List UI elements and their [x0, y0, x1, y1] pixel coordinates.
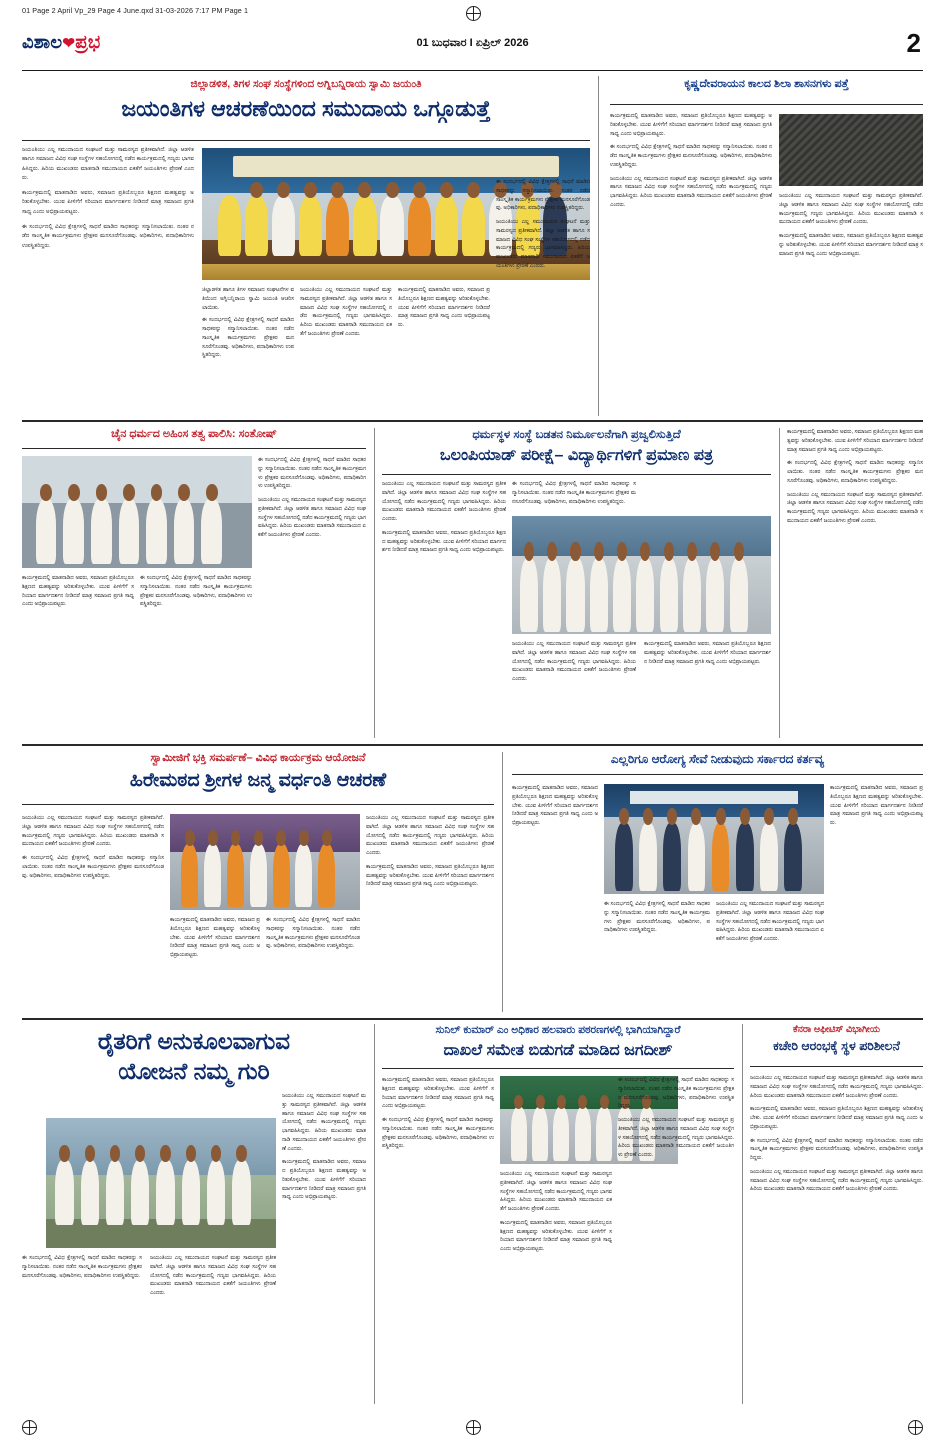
story-olympiad-col-3: [644, 640, 771, 738]
body-paragraph: ಈ ಸಂದರ್ಭದಲ್ಲಿ ವಿವಿಧ ಕ್ಷೇತ್ರಗಳಲ್ಲಿ ಸಾಧನೆ ಮಾಡಿದ ಸಾಧಕರನ್ನು ಸನ್ಮಾನಿಸಲಾಯಿತು. ನಂತರ ನಡೆದ ಸಾಂಸ್ಕೃತಿಕ ಕಾರ್ಯಕ್ರಮಗಳು ಪ್ರೇಕ್ಷಕರ ಮನಸೂರೆಗೊಂಡವು. ಅಧಿಕಾರಿಗಳು, ಪದಾಧಿಕಾರಿಗಳು ಉಪಸ್ಥಿತರಿದ್ದರು.: [266, 917, 360, 950]
column-rule: [742, 1024, 743, 1404]
story-arogya-col-4: [830, 784, 923, 1012]
body-paragraph: ಈ ಸಂದರ್ಭದಲ್ಲಿ ವಿವಿಧ ಕ್ಷೇತ್ರಗಳಲ್ಲಿ ಸಾಧನೆ ಮಾಡಿದ ಸಾಧಕರನ್ನು ಸನ್ಮಾನಿಸಲಾಯಿತು. ನಂತರ ನಡೆದ ಸಾಂಸ್ಕೃತಿಕ ಕಾರ್ಯಕ್ರಮಗಳು ಪ್ರೇಕ್ಷಕರ ಮನಸೂರೆಗೊಂಡವು. ಅಧಿಕಾರಿಗಳು, ಪದಾಧಿಕಾರಿಗಳು ಉಪಸ್ಥಿತರಿದ್ದರು.: [140, 575, 252, 608]
column-rule: [374, 1024, 375, 1404]
dateline: 01 ಬುಧವಾರ I ಏಪ್ರಿಲ್ 2026: [416, 37, 529, 49]
body-paragraph: ಕಾರ್ಯಕ್ರಮದಲ್ಲಿ ಮಾತನಾಡಿದ ಅವರು, ಸಮಾಜದ ಪ್ರತಿಯೊಬ್ಬರೂ ಶಿಕ್ಷಣದ ಮಹತ್ವವನ್ನು ಅರಿತುಕೊಳ್ಳಬೇಕು. ಯುವ ಪೀಳಿಗೆಗೆ ಸರಿಯಾದ ಮಾರ್ಗದರ್ಶನ ನೀಡಿದರೆ ಮಾತ್ರ ಸಮಾಜದ ಪ್ರಗತಿ ಸಾಧ್ಯ ಎಂದು ಅಭಿಪ್ರಾಯಪಟ್ಟರು.: [398, 287, 490, 328]
body-paragraph: ಈ ಸಂದರ್ಭದಲ್ಲಿ ವಿವಿಧ ಕ್ಷೇತ್ರಗಳಲ್ಲಿ ಸಾಧನೆ ಮಾಡಿದ ಸಾಧಕರನ್ನು ಸನ್ಮಾನಿಸಲಾಯಿತು. ನಂತರ ನಡೆದ ಸಾಂಸ್ಕೃತಿಕ ಕಾರ್ಯಕ್ರಮಗಳು ಪ್ರೇಕ್ಷಕರ ಮನಸೂರೆಗೊಂಡವು. ಅಧಿಕಾರಿಗಳು, ಪದಾಧಿಕಾರಿಗಳು ಉಪಸ್ಥಿತರಿದ್ದರು.: [604, 901, 710, 934]
body-paragraph: ಕಾರ್ಯಕ್ರಮದಲ್ಲಿ ಮಾತನಾಡಿದ ಅವರು, ಸಮಾಜದ ಪ್ರತಿಯೊಬ್ಬರೂ ಶಿಕ್ಷಣದ ಮಹತ್ವವನ್ನು ಅರಿತುಕೊಳ್ಳಬೇಕು. ಯುವ ಪೀಳಿಗೆಗೆ ಸರಿಯಾದ ಮಾರ್ಗದರ್ಶನ ನೀಡಿದರೆ ಮಾತ್ರ ಸಮಾಜದ ಪ್ರಗತಿ ಸಾಧ್ಯ ಎಂದು ಅಭಿಪ್ರಾಯಪಟ್ಟರು.: [779, 233, 923, 257]
body-paragraph: ಜಯಂತಿಯು ಎಲ್ಲ ಸಮುದಾಯದ ಸಂಘಟನೆ ಮತ್ತು ಸಾಮರಸ್ಯದ ಪ್ರತೀಕವಾಗಿದೆ. ಜಿಲ್ಲಾ ಆಡಳಿತ ಹಾಗೂ ಸಮಾಜದ ವಿವಿಧ ಸಂಘ ಸಂಸ್ಥೆಗಳ ಸಹಯೋಗದಲ್ಲಿ ನಡೆದ ಕಾರ್ಯಕ್ರಮದಲ್ಲಿ ಗಣ್ಯರು ಭಾಗವಹಿಸಿದ್ದರು. ಹಿರಿಯ ಮುಖಂಡರು ಮಾತನಾಡಿ ಸಮುದಾಯದ ಏಕತೆಗೆ ಜಯಂತಿಗಳು ಪ್ರೇರಣೆ ಎಂದರು.: [779, 193, 923, 226]
story-raitharige-col-right: [282, 1092, 366, 1404]
story-shila-col-1: [610, 112, 772, 412]
body-paragraph: ಈ ಸಂದರ್ಭದಲ್ಲಿ ವಿವಿಧ ಕ್ಷೇತ್ರಗಳಲ್ಲಿ ಸಾಧನೆ ಮಾಡಿದ ಸಾಧಕರನ್ನು ಸನ್ಮಾನಿಸಲಾಯಿತು. ನಂತರ ನಡೆದ ಸಾಂಸ್ಕೃತಿಕ ಕಾರ್ಯಕ್ರಮಗಳು ಪ್ರೇಕ್ಷಕರ ಮನಸೂರೆಗೊಂಡವು. ಅಧಿಕಾರಿಗಳು, ಪದಾಧಿಕಾರಿಗಳು ಉಪಸ್ಥಿತರಿದ್ದರು.: [512, 481, 636, 505]
story-hiremath-col-2: [170, 916, 260, 1012]
story-jagadish-headline: ದಾಖಲೆ ಸಮೇತ ಬಿಡುಗಡೆ ಮಾಡಿದ ಜಗದೀಶ್: [443, 1042, 673, 1060]
body-paragraph: ಈ ಸಂದರ್ಭದಲ್ಲಿ ವಿವಿಧ ಕ್ಷೇತ್ರಗಳಲ್ಲಿ ಸಾಧನೆ ಮಾಡಿದ ಸಾಧಕರನ್ನು ಸನ್ಮಾನಿಸಲಾಯಿತು. ನಂತರ ನಡೆದ ಸಾಂಸ್ಕೃತಿಕ ಕಾರ್ಯಕ್ರಮಗಳು ಪ್ರೇಕ್ಷಕರ ಮನಸೂರೆಗೊಂಡವು. ಅಧಿಕಾರಿಗಳು, ಪದಾಧಿಕಾರಿಗಳು ಉಪಸ್ಥಿತರಿದ್ದರು.: [750, 1137, 923, 1161]
body-paragraph: ಈ ಸಂದರ್ಭದಲ್ಲಿ ವಿವಿಧ ಕ್ಷೇತ್ರಗಳಲ್ಲಿ ಸಾಧನೆ ಮಾಡಿದ ಸಾಧಕರನ್ನು ಸನ್ಮಾನಿಸಲಾಯಿತು. ನಂತರ ನಡೆದ ಸಾಂಸ್ಕೃತಿಕ ಕಾರ್ಯಕ್ರಮಗಳು ಪ್ರೇಕ್ಷಕರ ಮನಸೂರೆಗೊಂಡವು. ಅಧಿಕಾರಿಗಳು, ಪದಾಧಿಕಾರಿಗಳು ಉಪಸ್ಥಿತರಿದ್ದರು.: [610, 144, 772, 168]
story-shila-col-2: [779, 192, 923, 412]
story-jain-col-2: [140, 574, 252, 738]
heart-icon: ❤: [62, 35, 76, 52]
body-paragraph: ಕಾರ್ಯಕ್ರಮದಲ್ಲಿ ಮಾತನಾಡಿದ ಅವರು, ಸಮಾಜದ ಪ್ರತಿಯೊಬ್ಬರೂ ಶಿಕ್ಷಣದ ಮಹತ್ವವನ್ನು ಅರಿತುಕೊಳ್ಳಬೇಕು. ಯುವ ಪೀಳಿಗೆಗೆ ಸರಿಯಾದ ಮಾರ್ಗದರ್ಶನ ನೀಡಿದರೆ ಮಾತ್ರ ಸಮಾಜದ ಪ್ರಗತಿ ಸಾಧ್ಯ ಎಂದು ಅಭಿಪ್ರಾಯಪಟ್ಟರು.: [170, 917, 260, 958]
story-jagadish-kicker: ಸುನಿಲ್ ಕುಮಾರ್ ಎಂ ಅಧಿಕಾರ ಹಲವಾರು ಪಠರಣಗಳಲ್ಲಿ ಭಾಗಿಯಾಗಿದ್ದಾರೆ: [435, 1024, 681, 1036]
body-paragraph: ಈ ಸಂದರ್ಭದಲ್ಲಿ ವಿವಿಧ ಕ್ಷೇತ್ರಗಳಲ್ಲಿ ಸಾಧನೆ ಮಾಡಿದ ಸಾಧಕರನ್ನು ಸನ್ಮಾನಿಸಲಾಯಿತು. ನಂತರ ನಡೆದ ಸಾಂಸ್ಕೃತಿಕ ಕಾರ್ಯಕ್ರಮಗಳು ಪ್ರೇಕ್ಷಕರ ಮನಸೂರೆಗೊಂಡವು. ಅಧಿಕಾರಿಗಳು, ಪದಾಧಿಕಾರಿಗಳು ಉಪಸ್ಥಿತರಿದ್ದರು.: [496, 179, 590, 212]
story-jain-photo: [22, 456, 252, 568]
story-hiremath-col-4: [366, 814, 494, 1012]
body-paragraph: ಕಾರ್ಯಕ್ರಮದಲ್ಲಿ ಮಾತನಾಡಿದ ಅವರು, ಸಮಾಜದ ಪ್ರತಿಯೊಬ್ಬರೂ ಶಿಕ್ಷಣದ ಮಹತ್ವವನ್ನು ಅರಿತುಕೊಳ್ಳಬೇಕು. ಯುವ ಪೀಳಿಗೆಗೆ ಸರಿಯಾದ ಮಾರ್ಗದರ್ಶನ ನೀಡಿದರೆ ಮಾತ್ರ ಸಮಾಜದ ಪ್ರಗತಿ ಸಾಧ್ಯ ಎಂದು ಅಭಿಪ್ರಾಯಪಟ್ಟರು.: [500, 1219, 612, 1252]
body-paragraph: ಕಾರ್ಯಕ್ರಮದಲ್ಲಿ ಮಾತನಾಡಿದ ಅವರು, ಸಮಾಜದ ಪ್ರತಿಯೊಬ್ಬರೂ ಶಿಕ್ಷಣದ ಮಹತ್ವವನ್ನು ಅರಿತುಕೊಳ್ಳಬೇಕು. ಯುವ ಪೀಳಿಗೆಗೆ ಸರಿಯಾದ ಮಾರ್ಗದರ್ಶನ ನೀಡಿದರೆ ಮಾತ್ರ ಸಮಾಜದ ಪ್ರಗತಿ ಸಾಧ್ಯ ಎಂದು ಅಭಿಪ್ರಾಯಪಟ್ಟರು.: [750, 1106, 923, 1130]
publication-logo: [22, 32, 101, 53]
story-raitharige-photo: [46, 1118, 276, 1248]
story-hiremath-photo: [170, 814, 360, 910]
story-raitharige-headline-1: ರೈತರಿಗೆ ಅನುಕೂಲವಾಗುವ: [97, 1028, 291, 1054]
story-arogya-col-1: [512, 784, 598, 1012]
photo-caption: ಜಿಲ್ಲಾಡಳಿತ ಹಾಗೂ ತಿಗಳ ಸಮಾಜದ ಸಂಘಟನೆಗಳ ವತಿಯಿಂದ ಅಗ್ನಿಬನ್ನಿರಾಯ ಸ್ವಾಮಿ ಜಯಂತಿ ಆಚರಿಸಲಾಯಿತು.: [202, 287, 294, 311]
logo-text-2: ಪ್ರಭ: [75, 32, 101, 52]
story-jain-col-right: [258, 456, 366, 738]
page-number: 2: [906, 28, 921, 58]
story-arogya-col-3: [716, 900, 824, 1012]
story-raitharige-col-2: [150, 1254, 276, 1404]
body-paragraph: ಈ ಸಂದರ್ಭದಲ್ಲಿ ವಿವಿಧ ಕ್ಷೇತ್ರಗಳಲ್ಲಿ ಸಾಧನೆ ಮಾಡಿದ ಸಾಧಕರನ್ನು ಸನ್ಮಾನಿಸಲಾಯಿತು. ನಂತರ ನಡೆದ ಸಾಂಸ್ಕೃತಿಕ ಕಾರ್ಯಕ್ರಮಗಳು ಪ್ರೇಕ್ಷಕರ ಮನಸೂರೆಗೊಂಡವು. ಅಧಿಕಾರಿಗಳು, ಪದಾಧಿಕಾರಿಗಳು ಉಪಸ್ಥಿತರಿದ್ದರು.: [202, 317, 294, 359]
body-paragraph: ಜಯಂತಿಯು ಎಲ್ಲ ಸಮುದಾಯದ ಸಂಘಟನೆ ಮತ್ತು ಸಾಮರಸ್ಯದ ಪ್ರತೀಕವಾಗಿದೆ. ಜಿಲ್ಲಾ ಆಡಳಿತ ಹಾಗೂ ಸಮಾಜದ ವಿವಿಧ ಸಂಘ ಸಂಸ್ಥೆಗಳ ಸಹಯೋಗದಲ್ಲಿ ನಡೆದ ಕಾರ್ಯಕ್ರಮದಲ್ಲಿ ಗಣ್ಯರು ಭಾಗವಹಿಸಿದ್ದರು. ಹಿರಿಯ ಮುಖಂಡರು ಮಾತನಾಡಿ ಸಮುದಾಯದ ಏಕತೆಗೆ ಜಯಂತಿಗಳು ಪ್ರೇರಣೆ ಎಂದರು.: [22, 815, 164, 848]
body-paragraph: ಕಾರ್ಯಕ್ರಮದಲ್ಲಿ ಮಾತನಾಡಿದ ಅವರು, ಸಮಾಜದ ಪ್ರತಿಯೊಬ್ಬರೂ ಶಿಕ್ಷಣದ ಮಹತ್ವವನ್ನು ಅರಿತುಕೊಳ್ಳಬೇಕು. ಯುವ ಪೀಳಿಗೆಗೆ ಸರಿಯಾದ ಮಾರ್ಗದರ್ಶನ ನೀಡಿದರೆ ಮಾತ್ರ ಸಮಾಜದ ಪ್ರಗತಿ ಸಾಧ್ಯ ಎಂದು ಅಭಿಪ್ರಾಯಪಟ್ಟರು.: [282, 1159, 366, 1201]
body-paragraph: ಜಯಂತಿಯು ಎಲ್ಲ ಸಮುದಾಯದ ಸಂಘಟನೆ ಮತ್ತು ಸಾಮರಸ್ಯದ ಪ್ರತೀಕವಾಗಿದೆ. ಜಿಲ್ಲಾ ಆಡಳಿತ ಹಾಗೂ ಸಮಾಜದ ವಿವಿಧ ಸಂಘ ಸಂಸ್ಥೆಗಳ ಸಹಯೋಗದಲ್ಲಿ ನಡೆದ ಕಾರ್ಯಕ್ರಮದಲ್ಲಿ ಗಣ್ಯರು ಭಾಗವಹಿಸಿದ್ದರು. ಹಿರಿಯ ಮುಖಂಡರು ಮಾತನಾಡಿ ಸಮುದಾಯದ ಏಕತೆಗೆ ಜಯಂತಿಗಳು ಪ್ರೇರಣೆ ಎಂದರು.: [716, 901, 824, 942]
body-paragraph: ಕಾರ್ಯಕ್ರಮದಲ್ಲಿ ಮಾತನಾಡಿದ ಅವರು, ಸಮಾಜದ ಪ್ರತಿಯೊಬ್ಬರೂ ಶಿಕ್ಷಣದ ಮಹತ್ವವನ್ನು ಅರಿತುಕೊಳ್ಳಬೇಕು. ಯುವ ಪೀಳಿಗೆಗೆ ಸರಿಯಾದ ಮಾರ್ಗದರ್ಶನ ನೀಡಿದರೆ ಮಾತ್ರ ಸಮಾಜದ ಪ್ರಗತಿ ಸಾಧ್ಯ ಎಂದು ಅಭಿಪ್ರಾಯಪಟ್ಟರು.: [512, 785, 598, 826]
story-hiremath-headline: ಹಿರೇಮಠದ ಶ್ರೀಗಳ ಜನ್ಮ ವರ್ಧಂತಿ ಆಚರಣೆ: [129, 769, 387, 791]
page-sheet: [22, 28, 923, 1404]
story-kacheri-kicker: ಕೆನರಾ ಆಫೀಟಿಸ್ ವಿಭಾಗೀಯ: [792, 1024, 881, 1035]
story-jayanti-col-5: [496, 178, 590, 416]
body-paragraph: ಕಾರ್ಯಕ್ರಮದಲ್ಲಿ ಮಾತನಾಡಿದ ಅವರು, ಸಮಾಜದ ಪ್ರತಿಯೊಬ್ಬರೂ ಶಿಕ್ಷಣದ ಮಹತ್ವವನ್ನು ಅರಿತುಕೊಳ್ಳಬೇಕು. ಯುವ ಪೀಳಿಗೆಗೆ ಸರಿಯಾದ ಮಾರ್ಗದರ್ಶನ ನೀಡಿದರೆ ಮಾತ್ರ ಸಮಾಜದ ಪ್ರಗತಿ ಸಾಧ್ಯ ಎಂದು ಅಭಿಪ್ರಾಯಪಟ್ಟರು.: [644, 641, 771, 665]
story-olympiad: [382, 428, 771, 466]
story-olympiad-photo: [512, 516, 771, 634]
story-raitharige: [22, 1028, 366, 1085]
body-paragraph: ಕಾರ್ಯಕ್ರಮದಲ್ಲಿ ಮಾತನಾಡಿದ ಅವರು, ಸಮಾಜದ ಪ್ರತಿಯೊಬ್ಬರೂ ಶಿಕ್ಷಣದ ಮಹತ್ವವನ್ನು ಅರಿತುಕೊಳ್ಳಬೇಕು. ಯುವ ಪೀಳಿಗೆಗೆ ಸರಿಯಾದ ಮಾರ್ಗದರ್ಶನ ನೀಡಿದರೆ ಮಾತ್ರ ಸಮಾಜದ ಪ್ರಗತಿ ಸಾಧ್ಯ ಎಂದು ಅಭಿಪ್ರಾಯಪಟ್ಟರು.: [610, 113, 772, 137]
story-olympiad-col-2-top: [512, 480, 636, 512]
masthead: [22, 28, 923, 71]
body-paragraph: ಜಯಂತಿಯು ಎಲ್ಲ ಸಮುದಾಯದ ಸಂಘಟನೆ ಮತ್ತು ಸಾಮರಸ್ಯದ ಪ್ರತೀಕವಾಗಿದೆ. ಜಿಲ್ಲಾ ಆಡಳಿತ ಹಾಗೂ ಸಮಾಜದ ವಿವಿಧ ಸಂಘ ಸಂಸ್ಥೆಗಳ ಸಹಯೋಗದಲ್ಲಿ ನಡೆದ ಕಾರ್ಯಕ್ರಮದಲ್ಲಿ ಗಣ್ಯರು ಭಾಗವಹಿಸಿದ್ದರು. ಹಿರಿಯ ಮುಖಂಡರು ಮಾತನಾಡಿ ಸಮುದಾಯದ ಏಕತೆಗೆ ಜಯಂತಿಗಳು ಪ್ರೇರಣೆ ಎಂದರು.: [750, 1075, 923, 1099]
print-slug: 01 Page 2 April Vp_29 Page 4 June.qxd 31-03-2026 7:17 PM Page 1: [22, 6, 249, 15]
story-jayanti-col-3: [300, 286, 392, 416]
body-paragraph: ಜಯಂತಿಯು ಎಲ್ಲ ಸಮುದಾಯದ ಸಂಘಟನೆ ಮತ್ತು ಸಾಮರಸ್ಯದ ಪ್ರತೀಕವಾಗಿದೆ. ಜಿಲ್ಲಾ ಆಡಳಿತ ಹಾಗೂ ಸಮಾಜದ ವಿವಿಧ ಸಂಘ ಸಂಸ್ಥೆಗಳ ಸಹಯೋಗದಲ್ಲಿ ನಡೆದ ಕಾರ್ಯಕ್ರಮದಲ್ಲಿ ಗಣ್ಯರು ಭಾಗವಹಿಸಿದ್ದರು. ಹಿರಿಯ ಮುಖಂಡರು ಮಾತನಾಡಿ ಸಮುದಾಯದ ಏಕತೆಗೆ ಜಯಂತಿಗಳು ಪ್ರೇರಣೆ ಎಂದರು.: [366, 815, 494, 856]
story-olympiad-headline: ಒಲಂಪಿಯಾಡ್ ಪರೀಕ್ಷೆ– ವಿದ್ಯಾರ್ಥಿಗಳಿಗೆ ಪ್ರಮಾಣ ಪತ್ರ: [439, 447, 714, 465]
column-rule: [502, 752, 503, 1012]
story-jagadish-col-2: [500, 1170, 612, 1404]
story-jayanti-col-4: [398, 286, 490, 416]
body-paragraph: ಜಯಂತಿಯು ಎಲ್ಲ ಸಮುದಾಯದ ಸಂಘಟನೆ ಮತ್ತು ಸಾಮರಸ್ಯದ ಪ್ರತೀಕವಾಗಿದೆ. ಜಿಲ್ಲಾ ಆಡಳಿತ ಹಾಗೂ ಸಮಾಜದ ವಿವಿಧ ಸಂಘ ಸಂಸ್ಥೆಗಳ ಸಹಯೋಗದಲ್ಲಿ ನಡೆದ ಕಾರ್ಯಕ್ರಮದಲ್ಲಿ ಗಣ್ಯರು ಭಾಗವಹಿಸಿದ್ದರು. ಹಿರಿಯ ಮುಖಂಡರು ಮಾತನಾಡಿ ಸಮುದಾಯದ ಏಕತೆಗೆ ಜಯಂತಿಗಳು ಪ್ರೇರಣೆ ಎಂದರು.: [618, 1117, 734, 1158]
story-arogya-kicker: ಎಲ್ಲರಿಗೂ ಆರೋಗ್ಯ ಸೇವೆ ನೀಡುವುದು ಸರ್ಕಾರದ ಕರ್ತವ್ಯ: [610, 752, 825, 766]
registration-mark-top: [466, 6, 481, 21]
story-hiremath-col-3: [266, 916, 360, 1012]
body-paragraph: ಈ ಸಂದರ್ಭದಲ್ಲಿ ವಿವಿಧ ಕ್ಷೇತ್ರಗಳಲ್ಲಿ ಸಾಧನೆ ಮಾಡಿದ ಸಾಧಕರನ್ನು ಸನ್ಮಾನಿಸಲಾಯಿತು. ನಂತರ ನಡೆದ ಸಾಂಸ್ಕೃತಿಕ ಕಾರ್ಯಕ್ರಮಗಳು ಪ್ರೇಕ್ಷಕರ ಮನಸೂರೆಗೊಂಡವು. ಅಧಿಕಾರಿಗಳು, ಪದಾಧಿಕಾರಿಗಳು ಉಪಸ್ಥಿತರಿದ್ದರು.: [22, 855, 164, 879]
body-paragraph: ಕಾರ್ಯಕ್ರಮದಲ್ಲಿ ಮಾತನಾಡಿದ ಅವರು, ಸಮಾಜದ ಪ್ರತಿಯೊಬ್ಬರೂ ಶಿಕ್ಷಣದ ಮಹತ್ವವನ್ನು ಅರಿತುಕೊಳ್ಳಬೇಕು. ಯುವ ಪೀಳಿಗೆಗೆ ಸರಿಯಾದ ಮಾರ್ಗದರ್ಶನ ನೀಡಿದರೆ ಮಾತ್ರ ಸಮಾಜದ ಪ್ರಗತಿ ಸಾಧ್ಯ ಎಂದು ಅಭಿಪ್ರಾಯಪಟ್ಟರು.: [22, 575, 134, 608]
body-paragraph: ಜಯಂತಿಯು ಎಲ್ಲ ಸಮುದಾಯದ ಸಂಘಟನೆ ಮತ್ತು ಸಾಮರಸ್ಯದ ಪ್ರತೀಕವಾಗಿದೆ. ಜಿಲ್ಲಾ ಆಡಳಿತ ಹಾಗೂ ಸಮಾಜದ ವಿವಿಧ ಸಂಘ ಸಂಸ್ಥೆಗಳ ಸಹಯೋಗದಲ್ಲಿ ನಡೆದ ಕಾರ್ಯಕ್ರಮದಲ್ಲಿ ಗಣ್ಯರು ಭಾಗವಹಿಸಿದ್ದರು. ಹಿರಿಯ ಮುಖಂಡರು ಮಾತನಾಡಿ ಸಮುದಾಯದ ಏಕತೆಗೆ ಜಯಂತಿಗಳು ಪ್ರೇರಣೆ ಎಂದರು.: [512, 641, 636, 682]
story-arogya-photo: [604, 784, 824, 894]
body-paragraph: ಜಯಂತಿಯು ಎಲ್ಲ ಸಮುದಾಯದ ಸಂಘಟನೆ ಮತ್ತು ಸಾಮರಸ್ಯದ ಪ್ರತೀಕವಾಗಿದೆ. ಜಿಲ್ಲಾ ಆಡಳಿತ ಹಾಗೂ ಸಮಾಜದ ವಿವಿಧ ಸಂಘ ಸಂಸ್ಥೆಗಳ ಸಹಯೋಗದಲ್ಲಿ ನಡೆದ ಕಾರ್ಯಕ್ರಮದಲ್ಲಿ ಗಣ್ಯರು ಭಾಗವಹಿಸಿದ್ದರು. ಹಿರಿಯ ಮುಖಂಡರು ಮಾತನಾಡಿ ಸಮುದಾಯದ ಏಕತೆಗೆ ಜಯಂತಿಗಳು ಪ್ರೇರಣೆ ಎಂದರು.: [22, 147, 194, 181]
story-jagadish: [382, 1024, 734, 1060]
body-paragraph: ಈ ಸಂದರ್ಭದಲ್ಲಿ ವಿವಿಧ ಕ್ಷೇತ್ರಗಳಲ್ಲಿ ಸಾಧನೆ ಮಾಡಿದ ಸಾಧಕರನ್ನು ಸನ್ಮಾನಿಸಲಾಯಿತು. ನಂತರ ನಡೆದ ಸಾಂಸ್ಕೃತಿಕ ಕಾರ್ಯಕ್ರಮಗಳು ಪ್ರೇಕ್ಷಕರ ಮನಸೂರೆಗೊಂಡವು. ಅಧಿಕಾರಿಗಳು, ಪದಾಧಿಕಾರಿಗಳು ಉಪಸ್ಥಿತರಿದ್ದರು.: [258, 457, 366, 490]
story-shila: [610, 78, 923, 92]
column-rule: [374, 428, 375, 738]
body-paragraph: ಜಯಂತಿಯು ಎಲ್ಲ ಸಮುದಾಯದ ಸಂಘಟನೆ ಮತ್ತು ಸಾಮರಸ್ಯದ ಪ್ರತೀಕವಾಗಿದೆ. ಜಿಲ್ಲಾ ಆಡಳಿತ ಹಾಗೂ ಸಮಾಜದ ವಿವಿಧ ಸಂಘ ಸಂಸ್ಥೆಗಳ ಸಹಯೋಗದಲ್ಲಿ ನಡೆದ ಕಾರ್ಯಕ್ರಮದಲ್ಲಿ ಗಣ್ಯರು ಭಾಗವಹಿಸಿದ್ದರು. ಹಿರಿಯ ಮುಖಂಡರು ಮಾತನಾಡಿ ಸಮುದಾಯದ ಏಕತೆಗೆ ಜಯಂತಿಗಳು ಪ್ರೇರಣೆ ಎಂದರು.: [787, 491, 923, 524]
body-paragraph: ಜಯಂತಿಯು ಎಲ್ಲ ಸಮುದಾಯದ ಸಂಘಟನೆ ಮತ್ತು ಸಾಮರಸ್ಯದ ಪ್ರತೀಕವಾಗಿದೆ. ಜಿಲ್ಲಾ ಆಡಳಿತ ಹಾಗೂ ಸಮಾಜದ ವಿವಿಧ ಸಂಘ ಸಂಸ್ಥೆಗಳ ಸಹಯೋಗದಲ್ಲಿ ನಡೆದ ಕಾರ್ಯಕ್ರಮದಲ್ಲಿ ಗಣ್ಯರು ಭಾಗವಹಿಸಿದ್ದರು. ಹಿರಿಯ ಮುಖಂಡರು ಮಾತನಾಡಿ ಸಮುದಾಯದ ಏಕತೆಗೆ ಜಯಂತಿಗಳು ಪ್ರೇರಣೆ ಎಂದರು.: [750, 1168, 923, 1193]
logo-text-1: ವಿಶಾಲ: [22, 32, 63, 52]
story-hiremath: [22, 752, 494, 793]
story-olympiad-col-2: [512, 640, 636, 738]
story-shila-kicker: ಕೃಷ್ಣದೇವರಾಯನ ಕಾಲದ ಶಿಲಾ ಶಾಸನಗಳು ಪತ್ತೆ: [684, 78, 849, 90]
story-jain: [22, 428, 366, 442]
body-paragraph: ಈ ಸಂದರ್ಭದಲ್ಲಿ ವಿವಿಧ ಕ್ಷೇತ್ರಗಳಲ್ಲಿ ಸಾಧನೆ ಮಾಡಿದ ಸಾಧಕರನ್ನು ಸನ್ಮಾನಿಸಲಾಯಿತು. ನಂತರ ನಡೆದ ಸಾಂಸ್ಕೃತಿಕ ಕಾರ್ಯಕ್ರಮಗಳು ಪ್ರೇಕ್ಷಕರ ಮನಸೂರೆಗೊಂಡವು. ಅಧಿಕಾರಿಗಳು, ಪದಾಧಿಕಾರಿಗಳು ಉಪಸ್ಥಿತರಿದ್ದರು.: [787, 460, 923, 484]
story-jayanti-col-2: [202, 286, 294, 416]
story-jain-col-1: [22, 574, 134, 738]
story-arogya-col-2: [604, 900, 710, 1012]
story-hiremath-col-1: [22, 814, 164, 1012]
body-paragraph: ಈ ಸಂದರ್ಭದಲ್ಲಿ ವಿವಿಧ ಕ್ಷೇತ್ರಗಳಲ್ಲಿ ಸಾಧನೆ ಮಾಡಿದ ಸಾಧಕರನ್ನು ಸನ್ಮಾನಿಸಲಾಯಿತು. ನಂತರ ನಡೆದ ಸಾಂಸ್ಕೃತಿಕ ಕಾರ್ಯಕ್ರಮಗಳು ಪ್ರೇಕ್ಷಕರ ಮನಸೂರೆಗೊಂಡವು. ಅಧಿಕಾರಿಗಳು, ಪದಾಧಿಕಾರಿಗಳು ಉಪಸ್ಥಿತರಿದ್ದರು.: [22, 1255, 142, 1279]
body-paragraph: ಜಯಂತಿಯು ಎಲ್ಲ ಸಮುದಾಯದ ಸಂಘಟನೆ ಮತ್ತು ಸಾಮರಸ್ಯದ ಪ್ರತೀಕವಾಗಿದೆ. ಜಿಲ್ಲಾ ಆಡಳಿತ ಹಾಗೂ ಸಮಾಜದ ವಿವಿಧ ಸಂಘ ಸಂಸ್ಥೆಗಳ ಸಹಯೋಗದಲ್ಲಿ ನಡೆದ ಕಾರ್ಯಕ್ರಮದಲ್ಲಿ ಗಣ್ಯರು ಭಾಗವಹಿಸಿದ್ದರು. ಹಿರಿಯ ಮುಖಂಡರು ಮಾತನಾಡಿ ಸಮುದಾಯದ ಏಕತೆಗೆ ಜಯಂತಿಗಳು ಪ್ರೇರಣೆ ಎಂದರು.: [282, 1093, 366, 1152]
body-paragraph: ಈ ಸಂದರ್ಭದಲ್ಲಿ ವಿವಿಧ ಕ್ಷೇತ್ರಗಳಲ್ಲಿ ಸಾಧನೆ ಮಾಡಿದ ಸಾಧಕರನ್ನು ಸನ್ಮಾನಿಸಲಾಯಿತು. ನಂತರ ನಡೆದ ಸಾಂಸ್ಕೃತಿಕ ಕಾರ್ಯಕ್ರಮಗಳು ಪ್ರೇಕ್ಷಕರ ಮನಸೂರೆಗೊಂಡವು. ಅಧಿಕಾರಿಗಳು, ಪದಾಧಿಕಾರಿಗಳು ಉಪಸ್ಥಿತರಿದ್ದರು.: [618, 1077, 734, 1110]
story-olympiad-col-1: [382, 480, 506, 738]
body-paragraph: ಜಯಂತಿಯು ಎಲ್ಲ ಸಮುದಾಯದ ಸಂಘಟನೆ ಮತ್ತು ಸಾಮರಸ್ಯದ ಪ್ರತೀಕವಾಗಿದೆ. ಜಿಲ್ಲಾ ಆಡಳಿತ ಹಾಗೂ ಸಮಾಜದ ವಿವಿಧ ಸಂಘ ಸಂಸ್ಥೆಗಳ ಸಹಯೋಗದಲ್ಲಿ ನಡೆದ ಕಾರ್ಯಕ್ರಮದಲ್ಲಿ ಗಣ್ಯರು ಭಾಗವಹಿಸಿದ್ದರು. ಹಿರಿಯ ಮುಖಂಡರು ಮಾತನಾಡಿ ಸಮುದಾಯದ ಏಕತೆಗೆ ಜಯಂತಿಗಳು ಪ್ರೇರಣೆ ಎಂದರು.: [500, 1171, 612, 1212]
body-paragraph: ಜಯಂತಿಯು ಎಲ್ಲ ಸಮುದಾಯದ ಸಂಘಟನೆ ಮತ್ತು ಸಾಮರಸ್ಯದ ಪ್ರತೀಕವಾಗಿದೆ. ಜಿಲ್ಲಾ ಆಡಳಿತ ಹಾಗೂ ಸಮಾಜದ ವಿವಿಧ ಸಂಘ ಸಂಸ್ಥೆಗಳ ಸಹಯೋಗದಲ್ಲಿ ನಡೆದ ಕಾರ್ಯಕ್ರಮದಲ್ಲಿ ಗಣ್ಯರು ಭಾಗವಹಿಸಿದ್ದರು. ಹಿರಿಯ ಮುಖಂಡರು ಮಾತನಾಡಿ ಸಮುದಾಯದ ಏಕತೆಗೆ ಜಯಂತಿಗಳು ಪ್ರೇರಣೆ ಎಂದರು.: [258, 497, 366, 538]
story-jagadish-col-3: [618, 1076, 734, 1404]
body-paragraph: ಜಯಂತಿಯು ಎಲ್ಲ ಸಮುದಾಯದ ಸಂಘಟನೆ ಮತ್ತು ಸಾಮರಸ್ಯದ ಪ್ರತೀಕವಾಗಿದೆ. ಜಿಲ್ಲಾ ಆಡಳಿತ ಹಾಗೂ ಸಮಾಜದ ವಿವಿಧ ಸಂಘ ಸಂಸ್ಥೆಗಳ ಸಹಯೋಗದಲ್ಲಿ ನಡೆದ ಕಾರ್ಯಕ್ರಮದಲ್ಲಿ ಗಣ್ಯರು ಭಾಗವಹಿಸಿದ್ದರು. ಹಿರಿಯ ಮುಖಂಡರು ಮಾತನಾಡಿ ಸಮುದಾಯದ ಏಕತೆಗೆ ಜಯಂತಿಗಳು ಪ್ರೇರಣೆ ಎಂದರು.: [496, 219, 590, 269]
story-hiremath-kicker: ಸ್ವಾಮೀಜಿಗೆ ಭಕ್ತಿ ಸಮರ್ಪಣೆ– ವಿವಿಧ ಕಾರ್ಯಕ್ರಮ ಆಯೋಜನೆ: [150, 752, 366, 764]
story-arogya: [512, 752, 923, 767]
registration-mark-bottom-right: [908, 1420, 923, 1435]
body-paragraph: ಜಯಂತಿಯು ಎಲ್ಲ ಸಮುದಾಯದ ಸಂಘಟನೆ ಮತ್ತು ಸಾಮರಸ್ಯದ ಪ್ರತೀಕವಾಗಿದೆ. ಜಿಲ್ಲಾ ಆಡಳಿತ ಹಾಗೂ ಸಮಾಜದ ವಿವಿಧ ಸಂಘ ಸಂಸ್ಥೆಗಳ ಸಹಯೋಗದಲ್ಲಿ ನಡೆದ ಕಾರ್ಯಕ್ರಮದಲ್ಲಿ ಗಣ್ಯರು ಭಾಗವಹಿಸಿದ್ದರು. ಹಿರಿಯ ಮುಖಂಡರು ಮಾತನಾಡಿ ಸಮುದಾಯದ ಏಕತೆಗೆ ಜಯಂತಿಗಳು ಪ್ರೇರಣೆ ಎಂದರು.: [150, 1255, 276, 1296]
story-jayanti-kicker: ಜಿಲ್ಲಾಡಳಿತ, ತಿಗಳ ಸಂಘ ಸಂಸ್ಥೆಗಳಿಂದ ಅಗ್ನಿಬನ್ನಿರಾಯ ಸ್ವಾಮಿ ಜಯಂತಿ: [190, 78, 422, 90]
registration-mark-bottom: [466, 1420, 481, 1435]
body-paragraph: ಕಾರ್ಯಕ್ರಮದಲ್ಲಿ ಮಾತನಾಡಿದ ಅವರು, ಸಮಾಜದ ಪ್ರತಿಯೊಬ್ಬರೂ ಶಿಕ್ಷಣದ ಮಹತ್ವವನ್ನು ಅರಿತುಕೊಳ್ಳಬೇಕು. ಯುವ ಪೀಳಿಗೆಗೆ ಸರಿಯಾದ ಮಾರ್ಗದರ್ಶನ ನೀಡಿದರೆ ಮಾತ್ರ ಸಮಾಜದ ಪ್ರಗತಿ ಸಾಧ್ಯ ಎಂದು ಅಭಿಪ್ರಾಯಪಟ್ಟರು.: [787, 429, 923, 453]
body-paragraph: ಜಯಂತಿಯು ಎಲ್ಲ ಸಮುದಾಯದ ಸಂಘಟನೆ ಮತ್ತು ಸಾಮರಸ್ಯದ ಪ್ರತೀಕವಾಗಿದೆ. ಜಿಲ್ಲಾ ಆಡಳಿತ ಹಾಗೂ ಸಮಾಜದ ವಿವಿಧ ಸಂಘ ಸಂಸ್ಥೆಗಳ ಸಹಯೋಗದಲ್ಲಿ ನಡೆದ ಕಾರ್ಯಕ್ರಮದಲ್ಲಿ ಗಣ್ಯರು ಭಾಗವಹಿಸಿದ್ದರು. ಹಿರಿಯ ಮುಖಂಡರು ಮಾತನಾಡಿ ಸಮುದಾಯದ ಏಕತೆಗೆ ಜಯಂತಿಗಳು ಪ್ರೇರಣೆ ಎಂದರು.: [300, 287, 392, 337]
story-kacheri-headline: ಕಚೇರಿ ಆರಂಭಕ್ಕೆ ಸ್ಥಳ ಪರಿಶೀಲನೆ: [773, 1038, 900, 1053]
body-paragraph: ಕಾರ್ಯಕ್ರಮದಲ್ಲಿ ಮಾತನಾಡಿದ ಅವರು, ಸಮಾಜದ ಪ್ರತಿಯೊಬ್ಬರೂ ಶಿಕ್ಷಣದ ಮಹತ್ವವನ್ನು ಅರಿತುಕೊಳ್ಳಬೇಕು. ಯುವ ಪೀಳಿಗೆಗೆ ಸರಿಯಾದ ಮಾರ್ಗದರ್ಶನ ನೀಡಿದರೆ ಮಾತ್ರ ಸಮಾಜದ ಪ್ರಗತಿ ಸಾಧ್ಯ ಎಂದು ಅಭಿಪ್ರಾಯಪಟ್ಟರು.: [382, 529, 506, 554]
story-jayanti: [22, 78, 590, 123]
story-jayanti-headline: ಜಯಂತಿಗಳ ಆಚರಣೆಯಿಂದ ಸಮುದಾಯ ಒಗ್ಗೂಡುತ್ತೆ: [121, 96, 491, 122]
story-shila-continuation: [787, 428, 923, 738]
body-paragraph: ಕಾರ್ಯಕ್ರಮದಲ್ಲಿ ಮಾತನಾಡಿದ ಅವರು, ಸಮಾಜದ ಪ್ರತಿಯೊಬ್ಬರೂ ಶಿಕ್ಷಣದ ಮಹತ್ವವನ್ನು ಅರಿತುಕೊಳ್ಳಬೇಕು. ಯುವ ಪೀಳಿಗೆಗೆ ಸರಿಯಾದ ಮಾರ್ಗದರ್ಶನ ನೀಡಿದರೆ ಮಾತ್ರ ಸಮಾಜದ ಪ್ರಗತಿ ಸಾಧ್ಯ ಎಂದು ಅಭಿಪ್ರಾಯಪಟ್ಟರು.: [366, 863, 494, 888]
story-jagadish-col-1: [382, 1076, 494, 1404]
column-rule: [779, 428, 780, 738]
story-kacheri: [750, 1024, 923, 1054]
story-kacheri-col-1: [750, 1074, 923, 1404]
story-raitharige-headline-2: ಯೋಜನೆ ನಮ್ಮ ಗುರಿ: [118, 1057, 270, 1084]
body-paragraph: ಈ ಸಂದರ್ಭದಲ್ಲಿ ವಿವಿಧ ಕ್ಷೇತ್ರಗಳಲ್ಲಿ ಸಾಧನೆ ಮಾಡಿದ ಸಾಧಕರನ್ನು ಸನ್ಮಾನಿಸಲಾಯಿತು. ನಂತರ ನಡೆದ ಸಾಂಸ್ಕೃತಿಕ ಕಾರ್ಯಕ್ರಮಗಳು ಪ್ರೇಕ್ಷಕರ ಮನಸೂರೆಗೊಂಡವು. ಅಧಿಕಾರಿಗಳು, ಪದಾಧಿಕಾರಿಗಳು ಉಪಸ್ಥಿತರಿದ್ದರು.: [382, 1117, 494, 1150]
body-paragraph: ಈ ಸಂದರ್ಭದಲ್ಲಿ ವಿವಿಧ ಕ್ಷೇತ್ರಗಳಲ್ಲಿ ಸಾಧನೆ ಮಾಡಿದ ಸಾಧಕರನ್ನು ಸನ್ಮಾನಿಸಲಾಯಿತು. ನಂತರ ನಡೆದ ಸಾಂಸ್ಕೃತಿಕ ಕಾರ್ಯಕ್ರಮಗಳು ಪ್ರೇಕ್ಷಕರ ಮನಸೂರೆಗೊಂಡವು. ಅಧಿಕಾರಿಗಳು, ಪದಾಧಿಕಾರಿಗಳು ಉಪಸ್ಥಿತರಿದ್ದರು.: [22, 223, 194, 249]
body-paragraph: ಕಾರ್ಯಕ್ರಮದಲ್ಲಿ ಮಾತನಾಡಿದ ಅವರು, ಸಮಾಜದ ಪ್ರತಿಯೊಬ್ಬರೂ ಶಿಕ್ಷಣದ ಮಹತ್ವವನ್ನು ಅರಿತುಕೊಳ್ಳಬೇಕು. ಯುವ ಪೀಳಿಗೆಗೆ ಸರಿಯಾದ ಮಾರ್ಗದರ್ಶನ ನೀಡಿದರೆ ಮಾತ್ರ ಸಮಾಜದ ಪ್ರಗತಿ ಸಾಧ್ಯ ಎಂದು ಅಭಿಪ್ರಾಯಪಟ್ಟರು.: [382, 1077, 494, 1110]
column-rule: [598, 76, 599, 416]
story-shila-photo: [779, 114, 923, 186]
body-paragraph: ಕಾರ್ಯಕ್ರಮದಲ್ಲಿ ಮಾತನಾಡಿದ ಅವರು, ಸಮಾಜದ ಪ್ರತಿಯೊಬ್ಬರೂ ಶಿಕ್ಷಣದ ಮಹತ್ವವನ್ನು ಅರಿತುಕೊಳ್ಳಬೇಕು. ಯುವ ಪೀಳಿಗೆಗೆ ಸರಿಯಾದ ಮಾರ್ಗದರ್ಶನ ನೀಡಿದರೆ ಮಾತ್ರ ಸಮಾಜದ ಪ್ರಗತಿ ಸಾಧ್ಯ ಎಂದು ಅಭಿಪ್ರಾಯಪಟ್ಟರು.: [830, 785, 923, 826]
story-raitharige-col-1: [22, 1254, 142, 1404]
story-jayanti-col-1: [22, 146, 194, 416]
body-paragraph: ಕಾರ್ಯಕ್ರಮದಲ್ಲಿ ಮಾತನಾಡಿದ ಅವರು, ಸಮಾಜದ ಪ್ರತಿಯೊಬ್ಬರೂ ಶಿಕ್ಷಣದ ಮಹತ್ವವನ್ನು ಅರಿತುಕೊಳ್ಳಬೇಕು. ಯುವ ಪೀಳಿಗೆಗೆ ಸರಿಯಾದ ಮಾರ್ಗದರ್ಶನ ನೀಡಿದರೆ ಮಾತ್ರ ಸಮಾಜದ ಪ್ರಗತಿ ಸಾಧ್ಯ ಎಂದು ಅಭಿಪ್ರಾಯಪಟ್ಟರು.: [22, 190, 194, 215]
body-paragraph: ಜಯಂತಿಯು ಎಲ್ಲ ಸಮುದಾಯದ ಸಂಘಟನೆ ಮತ್ತು ಸಾಮರಸ್ಯದ ಪ್ರತೀಕವಾಗಿದೆ. ಜಿಲ್ಲಾ ಆಡಳಿತ ಹಾಗೂ ಸಮಾಜದ ವಿವಿಧ ಸಂಘ ಸಂಸ್ಥೆಗಳ ಸಹಯೋಗದಲ್ಲಿ ನಡೆದ ಕಾರ್ಯಕ್ರಮದಲ್ಲಿ ಗಣ್ಯರು ಭಾಗವಹಿಸಿದ್ದರು. ಹಿರಿಯ ಮುಖಂಡರು ಮಾತನಾಡಿ ಸಮುದಾಯದ ಏಕತೆಗೆ ಜಯಂತಿಗಳು ಪ್ರೇರಣೆ ಎಂದರು.: [610, 175, 772, 208]
body-paragraph: ಜಯಂತಿಯು ಎಲ್ಲ ಸಮುದಾಯದ ಸಂಘಟನೆ ಮತ್ತು ಸಾಮರಸ್ಯದ ಪ್ರತೀಕವಾಗಿದೆ. ಜಿಲ್ಲಾ ಆಡಳಿತ ಹಾಗೂ ಸಮಾಜದ ವಿವಿಧ ಸಂಘ ಸಂಸ್ಥೆಗಳ ಸಹಯೋಗದಲ್ಲಿ ನಡೆದ ಕಾರ್ಯಕ್ರಮದಲ್ಲಿ ಗಣ್ಯರು ಭಾಗವಹಿಸಿದ್ದರು. ಹಿರಿಯ ಮುಖಂಡರು ಮಾತನಾಡಿ ಸಮುದಾಯದ ಏಕತೆಗೆ ಜಯಂತಿಗಳು ಪ್ರೇರಣೆ ಎಂದರು.: [382, 481, 506, 522]
story-jain-kicker: ಚೈನ ಧರ್ಮದ ಅಹಿಂಸ ತತ್ವ ಪಾಲಿಸಿ: ಸಂತೋಷ್: [111, 428, 277, 440]
registration-mark-bottom-left: [22, 1420, 37, 1435]
story-olympiad-kicker: ಧರ್ಮಸ್ಥಳ ಸಂಸ್ಥೆ ಬಡತನ ನಿರ್ಮೂಲನೆಗಾಗಿ ಪ್ರಜ್ವಲಿಸುತ್ತಿದೆ: [472, 429, 681, 441]
